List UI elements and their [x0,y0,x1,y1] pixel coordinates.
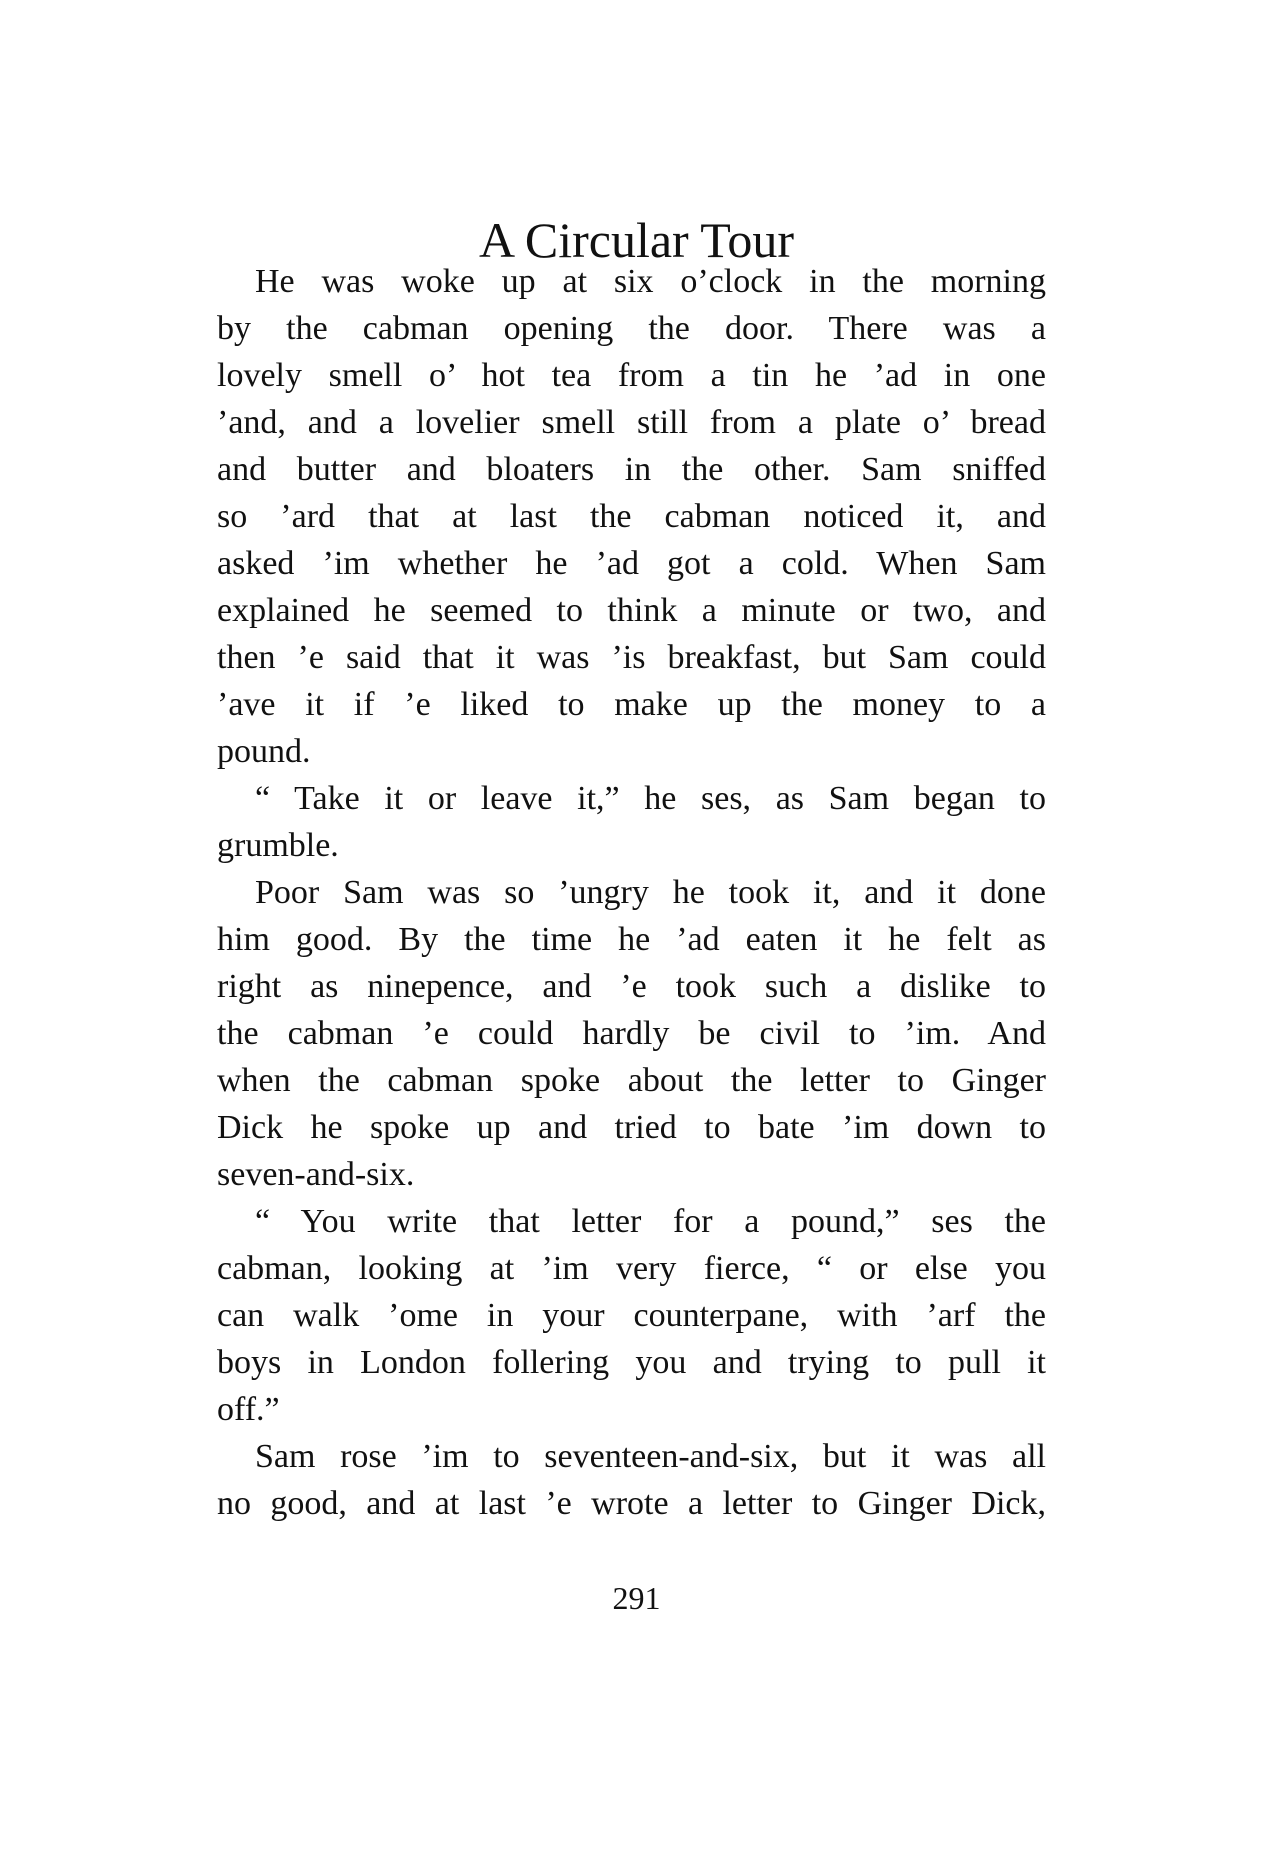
text-line: ’and, and a lovelier smell still from a plate o’ bread [217,404,1046,441]
page-title: A Circular Tour [479,212,794,268]
text-line: when the cabman spoke about the letter to Ginger [217,1062,1046,1099]
page-number: 291 [612,1580,661,1616]
text-line: Poor Sam was so ’ungry he took it, and it done [255,874,1046,911]
paragraph [217,775,1046,869]
text-line: asked ’im whether he ’ad got a cold. When Sam [217,545,1046,582]
text-line: the cabman ’e could hardly be civil to ’im. And [217,1015,1046,1052]
text-line: can walk ’ome in your counterpane, with ’arf the [217,1297,1046,1334]
text-line: cabman, looking at ’im very fierce, “ or else you [217,1250,1046,1287]
text-line: by the cabman opening the door. There was a [217,310,1046,347]
text-line: off.” [217,1391,280,1428]
text-line: no good, and at last ’e wrote a letter to Ginger Dick, [217,1485,1046,1522]
paragraph [217,1198,1046,1433]
body-text [217,258,1046,1527]
text-line: Sam rose ’im to seventeen-and-six, but it was all [255,1438,1046,1475]
text-line: lovely smell o’ hot tea from a tin he ’ad in one [217,357,1046,394]
text-line: right as ninepence, and ’e took such a dislike to [217,968,1046,1005]
text-line: him good. By the time he ’ad eaten it he felt as [217,921,1046,958]
text-line: explained he seemed to think a minute or two, and [217,592,1046,629]
paragraph [217,1433,1046,1527]
text-line: Dick he spoke up and tried to bate ’im down to [217,1109,1046,1146]
text-line: seven-and-six. [217,1156,415,1193]
text-line: then ’e said that it was ’is breakfast, but Sam could [217,639,1046,676]
text-line: and butter and bloaters in the other. Sam sniffed [217,451,1046,488]
text-line: “ You write that letter for a pound,” ses the [255,1203,1046,1240]
paragraph [217,258,1046,775]
text-line: He was woke up at six o’clock in the morning [255,263,1046,300]
text-line: ’ave it if ’e liked to make up the money to a [217,686,1046,723]
text-line: grumble. [217,827,339,864]
text-line: so ’ard that at last the cabman noticed it, and [217,498,1046,535]
text-line: pound. [217,733,311,770]
paragraph [217,869,1046,1198]
text-line: “ Take it or leave it,” he ses, as Sam began to [255,780,1046,817]
text-line: boys in London follering you and trying to pull it [217,1344,1046,1381]
